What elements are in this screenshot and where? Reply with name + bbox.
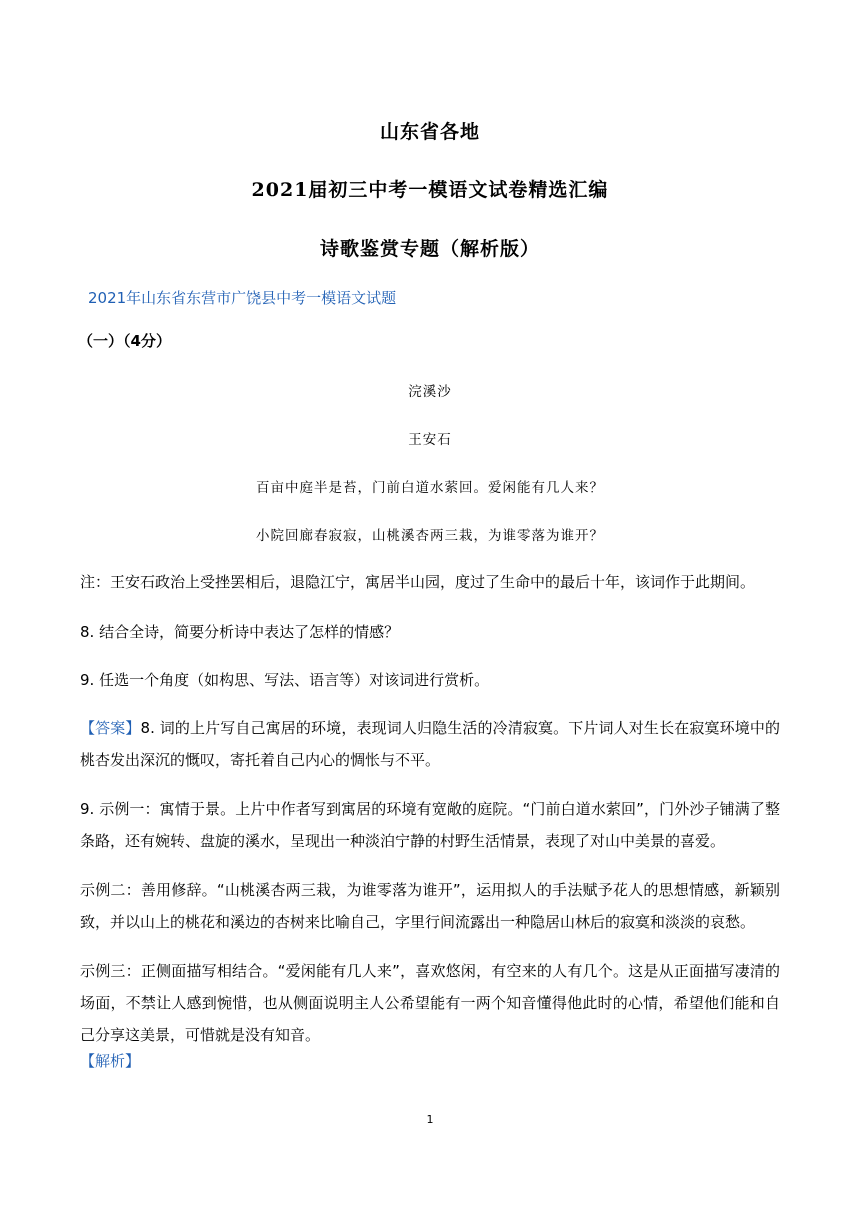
question-9: 9. 任选一个角度（如构思、写法、语言等）对该词进行赏析。: [80, 671, 490, 689]
page-number: 1: [426, 1113, 434, 1126]
analysis-heading: [80, 1045, 780, 1077]
answer-9-example-2: 示例二：善用修辞。“山桃溪杏两三栽，为谁零落为谁开”，运用拟人的手法赋予花人的思想情感，新颖别致，并以山上的桃花和溪边的杏树来比喻自己，字里行间流露出一种隐居山林后的寂寞和淡淡的哀愁。: [80, 881, 780, 931]
poem-title: 浣溪沙: [408, 384, 452, 400]
analysis-tag: 【解析】: [80, 1052, 141, 1070]
section-label: （一）（4分）: [78, 332, 171, 350]
answer-9-example-1: 9. 示例一：寓情于景。上片中作者写到寓居的环境有宽敞的庭院。“门前白道水萦回”，门外沙子铺满了整条路，还有婉转、盘旋的溪水，呈现出一种淡泊宁静的村野生活情景，表现了对山中美景的喜爱。: [80, 800, 780, 850]
answer-8: [80, 712, 780, 776]
answer-9-example-3: 示例三：正侧面描写相结合。“爱闲能有几人来”，喜欢悠闲，有空来的人有几个。这是从正面描写凄清的场面，不禁让人感到惋惜，也从侧面说明主人公希望能有一两个知音懂得他此时的心情，希望他们能和自己分享这美景，可惜就是没有知音。: [80, 962, 780, 1044]
poem-line-1: 百亩中庭半是苔，门前白道水萦回。爱闲能有几人来？: [256, 480, 604, 496]
answer-8-text: 8. 词的上片写自己寓居的环境，表现词人归隐生活的冷清寂寞。下片词人对生长在寂寞环境中的桃杏发出深沉的慨叹，寄托着自己内心的惆怅与不平。: [80, 719, 780, 769]
exam-source-heading: 2021年山东省东营市广饶县中考一模语文试题: [88, 289, 397, 307]
document-title-exam: 2021届初三中考一模语文试卷精选汇编: [251, 179, 609, 201]
document-title-region: 山东省各地: [379, 121, 480, 143]
document-title-topic: 诗歌鉴赏专题（解析版）: [319, 238, 540, 260]
question-8: 8. 结合全诗，简要分析诗中表达了怎样的情感？: [80, 623, 400, 641]
poem-line-2: 小院回廊春寂寂，山桃溪杏两三栽，为谁零落为谁开？: [256, 528, 604, 544]
answer-tag: 【答案】: [80, 719, 141, 737]
poem-author: 王安石: [408, 432, 452, 448]
poem-note: 注：王安石政治上受挫罢相后，退隐江宁，寓居半山园，度过了生命中的最后十年，该词作于此期间。: [80, 573, 756, 591]
